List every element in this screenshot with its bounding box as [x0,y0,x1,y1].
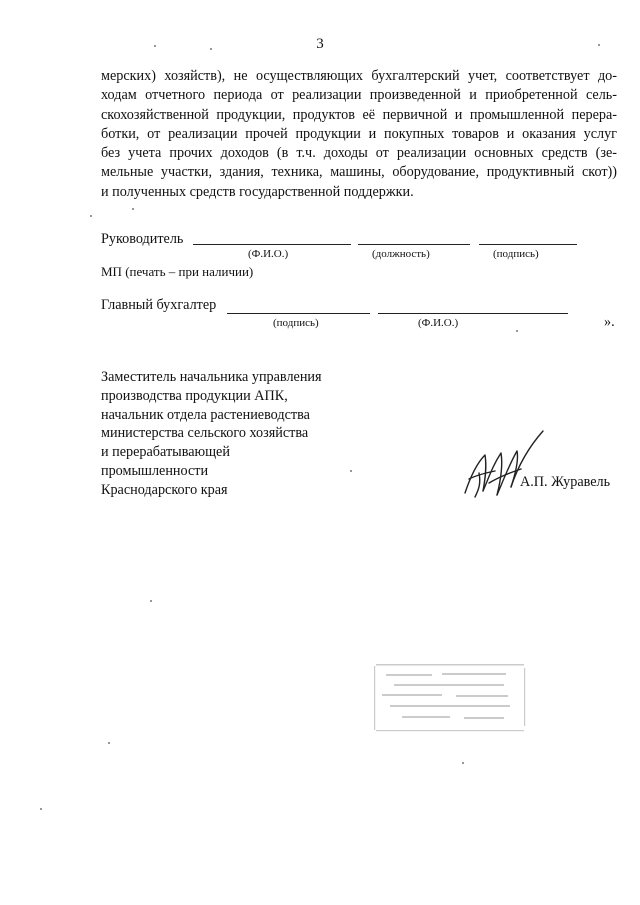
official-title-line: начальник отдела растениеводства [101,406,310,423]
head-position-caption: (должность) [372,248,430,260]
official-name: А.П. Журавель [520,474,611,490]
accountant-signature-line [227,313,370,314]
accountant-label: Главный бухгалтер [101,297,217,313]
accountant-signature-caption: (подпись) [273,317,319,329]
head-label: Руководитель [101,231,184,247]
official-title [101,368,322,500]
head-position-line [358,244,470,245]
accountant-fio-caption: (Ф.И.О.) [418,317,459,329]
scan-speck [90,215,92,217]
scan-speck [350,470,352,472]
paragraph-line: без учета прочих доходов (в т.ч. доходы от реализации основных средств (зе- [101,145,617,162]
head-signature-line [479,244,577,245]
paragraph-line: мельные участки, здания, техника, машины, оборудование, продуктивный скот)) [101,164,617,181]
page-number: 3 [316,36,324,52]
scan-speck [462,762,464,764]
scan-speck [598,44,600,46]
scan-speck [154,45,156,47]
scan-speck [210,48,212,50]
scan-speck [132,208,134,210]
scan-speck [516,330,518,332]
official-title-line: и перерабатывающей [101,444,230,461]
handwritten-signature [455,425,550,505]
closing-quote: ». [604,314,615,330]
official-title-line: министерства сельского хозяйства [101,425,309,442]
paragraph-line: и полученных средств государственной поддержки. [101,183,414,200]
scan-speck [40,808,42,810]
paragraph-line: ботки, от реализации прочей продукции и покупных товаров и оказания услуг [101,125,617,142]
head-fio-caption: (Ф.И.О.) [248,248,289,260]
paragraph-line: ходам отчетного периода от реализации произведенной и приобретенной сель- [101,87,617,104]
stamp-impression [372,660,528,735]
accountant-fio-line [378,313,568,314]
scan-speck [150,600,152,602]
official-title-line: Заместитель начальника управления [101,369,322,385]
official-title-line: Краснодарского края [101,481,228,498]
body-paragraph [101,67,617,202]
head-signature-caption: (подпись) [493,248,539,260]
paragraph-line: скохозяйственной продукции, продуктов её первичной и промышленной перера- [101,106,617,123]
official-title-line: производства продукции АПК, [101,387,288,404]
paragraph-line: мерских) хозяйств), не осуществляющих бухгалтерский учет, соответствует до- [101,68,617,84]
seal-note: МП (печать – при наличии) [101,264,254,279]
head-fio-line [193,244,351,245]
scan-speck [108,742,110,744]
official-title-line: промышленности [101,462,209,479]
